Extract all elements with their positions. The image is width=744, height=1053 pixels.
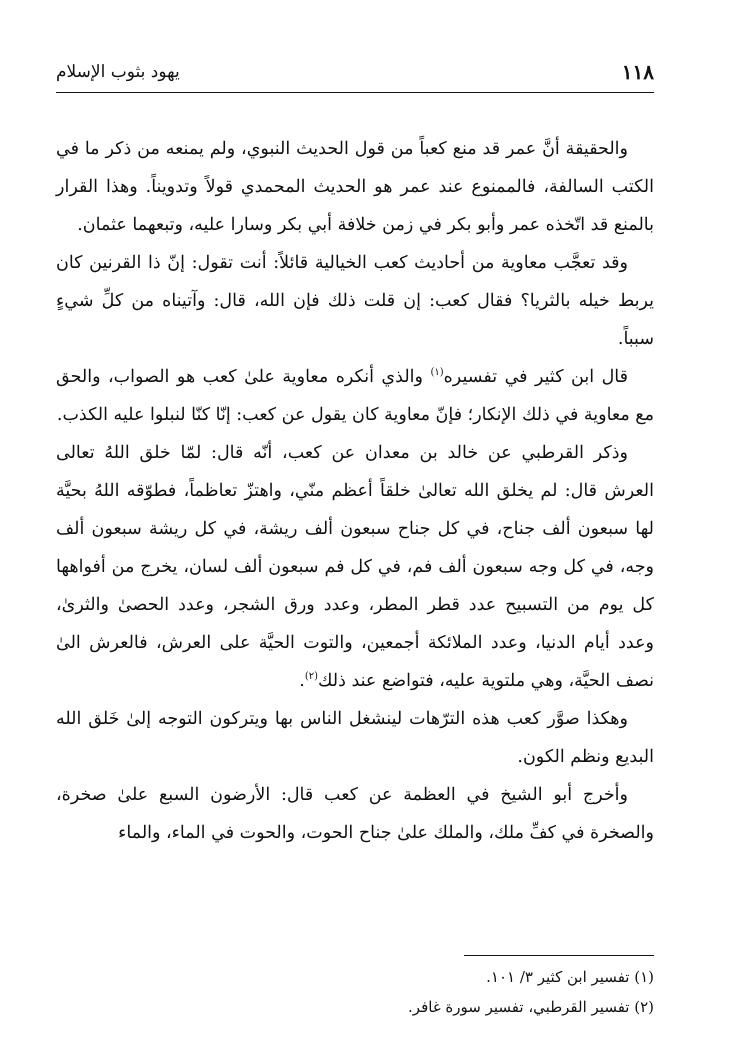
- footnote-marker: (١): [430, 367, 444, 379]
- footnote: (٢) تفسير القرطبي، تفسير سورة غافر.: [408, 998, 654, 1016]
- page-header: [56, 58, 654, 93]
- paragraph-text: والذي أنكره معاوية علىٰ كعب هو الصواب، والحق مع معاوية في ذلك الإنكار؛ فإنّ معاوية كان يقول عن كعب: إنّا كنّا لنبلوا عليه الكذب.: [56, 367, 654, 425]
- running-title: يهود بثوب الإسلام: [56, 62, 180, 82]
- footnote-marker: (٢): [304, 671, 319, 683]
- main-text: [56, 130, 654, 852]
- footnote-divider: [464, 955, 654, 956]
- paragraph: [56, 358, 654, 434]
- footnote: (١) تفسير ابن كثير ٣/ ١٠١.: [486, 968, 654, 986]
- paragraph-text: وأخرج أبو الشيخ في العظمة عن كعب قال: الأرضون السبع علىٰ صخرة، والصخرة في كفِّ ملك، والملك علىٰ جناح الحوت، والحوت في الماء، والماء: [56, 785, 654, 843]
- paragraph-text: وهكذا صوَّر كعب هذه الترّهات لينشغل الناس بها ويتركون التوجه إلىٰ خَلق الله البديع ونظم الكون.: [56, 709, 654, 767]
- paragraph-text: والحقيقة أنَّ عمر قد منع كعباً من قول الحديث النبوي، ولم يمنعه من ذكر ما في الكتب السالفة، فالممنوع عند عمر هو الحديث المحمدي قولاً وتدويناً. وهذا القرار بالمنع قد اتّخذه عمر وأبو بكر في زمن خلافة أبي بكر وسارا عليه، وتبعهما عثمان.: [56, 139, 654, 235]
- paragraph: [56, 700, 654, 776]
- paragraph-text: وقد تعجَّب معاوية من أحاديث كعب الخيالية قائلاً: أنت تقول: إنّ ذا القرنين كان يربط خيله بالثريا؟ فقال كعب: إن قلت ذلك فإن الله، قال: وآتيناه من كلِّ شيءٍ سبباً.: [56, 253, 654, 349]
- paragraph: [56, 776, 654, 852]
- page-number: ١١٨: [621, 60, 654, 84]
- paragraph-text: قال ابن كثير في تفسيره: [443, 367, 628, 387]
- paragraph-text: وذكر القرطبي عن خالد بن معدان عن كعب، أنّه قال: لمّا خلق اللهُ تعالى العرش قال: لم يخلق الله تعالىٰ خلقاً أعظم منّي، واهتزّ تعاظماً، فطوّقه اللهُ بحيَّة لها سبعون ألف جناح، في كل جناح سبعون ألف ريشة، في كل ريشة سبعون ألف وجه، في كل وجه سبعون ألف فم، في كل فم سبعون ألف لسان، يخرج من أفواهها كل يوم من التسبيح عدد قطر المطر، وعدد ورق الشجر، وعدد الحصىٰ والثرىٰ، وعدد أيام الدنيا، وعدد الملائكة أجمعين، والتوت الحيَّة على العرش، فالعرش الىٰ نصف الحيَّة، وهي ملتوية عليه، فتواضع عند ذلك: [56, 443, 654, 691]
- paragraph: [56, 244, 654, 358]
- footnotes: [56, 962, 654, 1022]
- paragraph: [56, 434, 654, 700]
- paragraph-text: .: [299, 671, 305, 691]
- paragraph: [56, 130, 654, 244]
